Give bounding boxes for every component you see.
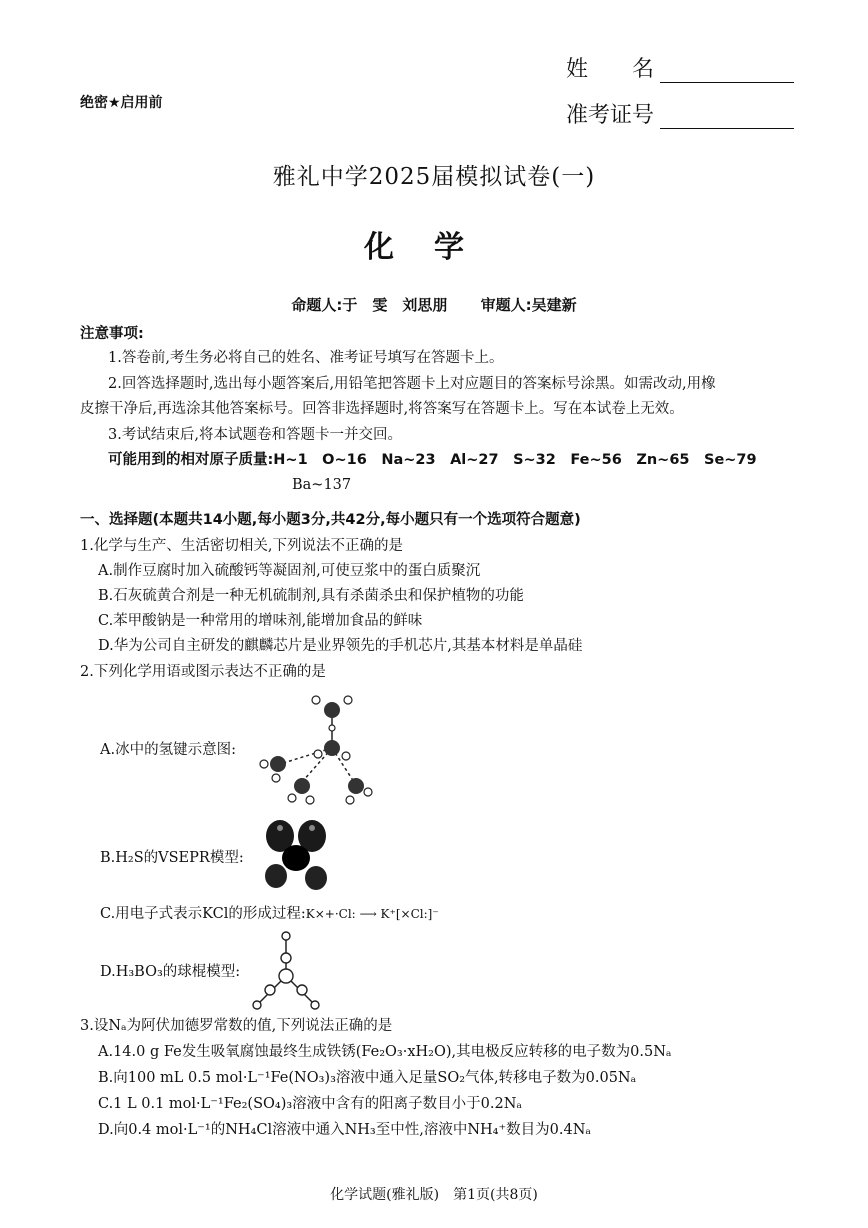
page-footer: 化学试题(雅礼版) 第1页(共8页) (330, 1187, 538, 1203)
q2-option-c (100, 902, 439, 926)
authors-line (0, 294, 868, 315)
school-title: 雅礼中学2025届模拟试卷(一) (272, 164, 596, 190)
q1-option-a: A.制作豆腐时加入硫酸钙等凝固剂,可使豆浆中的蛋白质聚沉 (98, 563, 481, 579)
name-label: 姓 名 (566, 57, 655, 82)
q1-stem: 1.化学与生产、生活密切相关,下列说法不正确的是 (80, 538, 403, 554)
q3-option-b: B.向100 mL 0.5 mol·L⁻¹Fe(NO₃)₃溶液中通入足量SO₂气体,转移电子数为0.05Nₐ (98, 1070, 637, 1086)
q3-option-a: A.14.0 g Fe发生吸氧腐蚀最终生成铁锈(Fe₂O₃·xH₂O),其电极反应转移的电子数为0.5Nₐ (98, 1044, 672, 1060)
kcl-formation-formula: K×+·Cl: ⟶ K⁺[×Cl:]⁻ (305, 907, 439, 921)
q2-option-d: D.H₃BO₃的球棍模型: (100, 964, 241, 980)
section-heading: 一、选择题(本题共14小题,每小题3分,共42分,每小题只有一个选项符合题意) (80, 512, 581, 528)
q2-option-a: A.冰中的氢键示意图: (100, 742, 236, 758)
name-field (566, 52, 794, 83)
q3-option-c: C.1 L 0.1 mol·L⁻¹Fe₂(SO₄)₃溶液中含有的阳离子数目小于0.2Nₐ (98, 1096, 523, 1112)
atomic-masses: 可能用到的相对原子质量:H~1 O~16 Na~23 Al~27 S~32 Fe~56 Zn~65 Se~79 (108, 452, 757, 468)
note-1: 1.答卷前,考生务必将自己的姓名、准考证号填写在答题卡上。 (108, 350, 504, 366)
q2-stem: 2.下列化学用语或图示表达不正确的是 (80, 664, 326, 680)
exam-id-blank (660, 108, 794, 129)
q1-option-b: B.石灰硫黄合剂是一种无机硫制剂,具有杀菌杀虫和保护植物的功能 (98, 588, 524, 604)
notes-heading: 注意事项: (80, 326, 144, 342)
reviewer: 审题人:吴建新 (480, 296, 577, 314)
exam-id-field (566, 98, 794, 129)
name-blank (660, 62, 794, 83)
q1-option-d: D.华为公司自主研发的麒麟芯片是业界领先的手机芯片,其基本材料是单晶硅 (98, 638, 583, 654)
q1-option-c: C.苯甲酸钠是一种常用的增味剂,能增加食品的鲜味 (98, 613, 423, 629)
note-3: 3.考试结束后,将本试题卷和答题卡一并交回。 (108, 427, 402, 443)
subject-title: 化学 (364, 230, 504, 265)
note-2-cont: 皮擦干净后,再选涂其他答案标号。回答非选择题时,将答案写在答题卡上。写在本试卷上无效。 (80, 401, 684, 417)
h3bo3-ball-stick-model (248, 928, 324, 1012)
q2-option-c-text: C.用电子式表示KCl的形成过程: (100, 906, 306, 922)
ice-hydrogen-bond-diagram (252, 690, 382, 808)
exam-id-label: 准考证号 (566, 103, 655, 128)
vsepr-model-image (262, 818, 330, 892)
q2-option-b: B.H₂S的VSEPR模型: (100, 850, 244, 866)
atomic-masses-cont: Ba~137 (292, 477, 352, 493)
q3-option-d: D.向0.4 mol·L⁻¹的NH₄Cl溶液中通入NH₃至中性,溶液中NH₄⁺数目为0.4Nₐ (98, 1122, 591, 1138)
setters: 命题人:于 雯 刘思朋 (291, 296, 448, 314)
q3-stem: 3.设Nₐ为阿伏加德罗常数的值,下列说法正确的是 (80, 1018, 393, 1034)
note-2: 2.回答选择题时,选出每小题答案后,用铅笔把答题卡上对应题目的答案标号涂黑。如需改动,用橡 (108, 376, 716, 392)
secret-label: 绝密★启用前 (80, 95, 163, 111)
